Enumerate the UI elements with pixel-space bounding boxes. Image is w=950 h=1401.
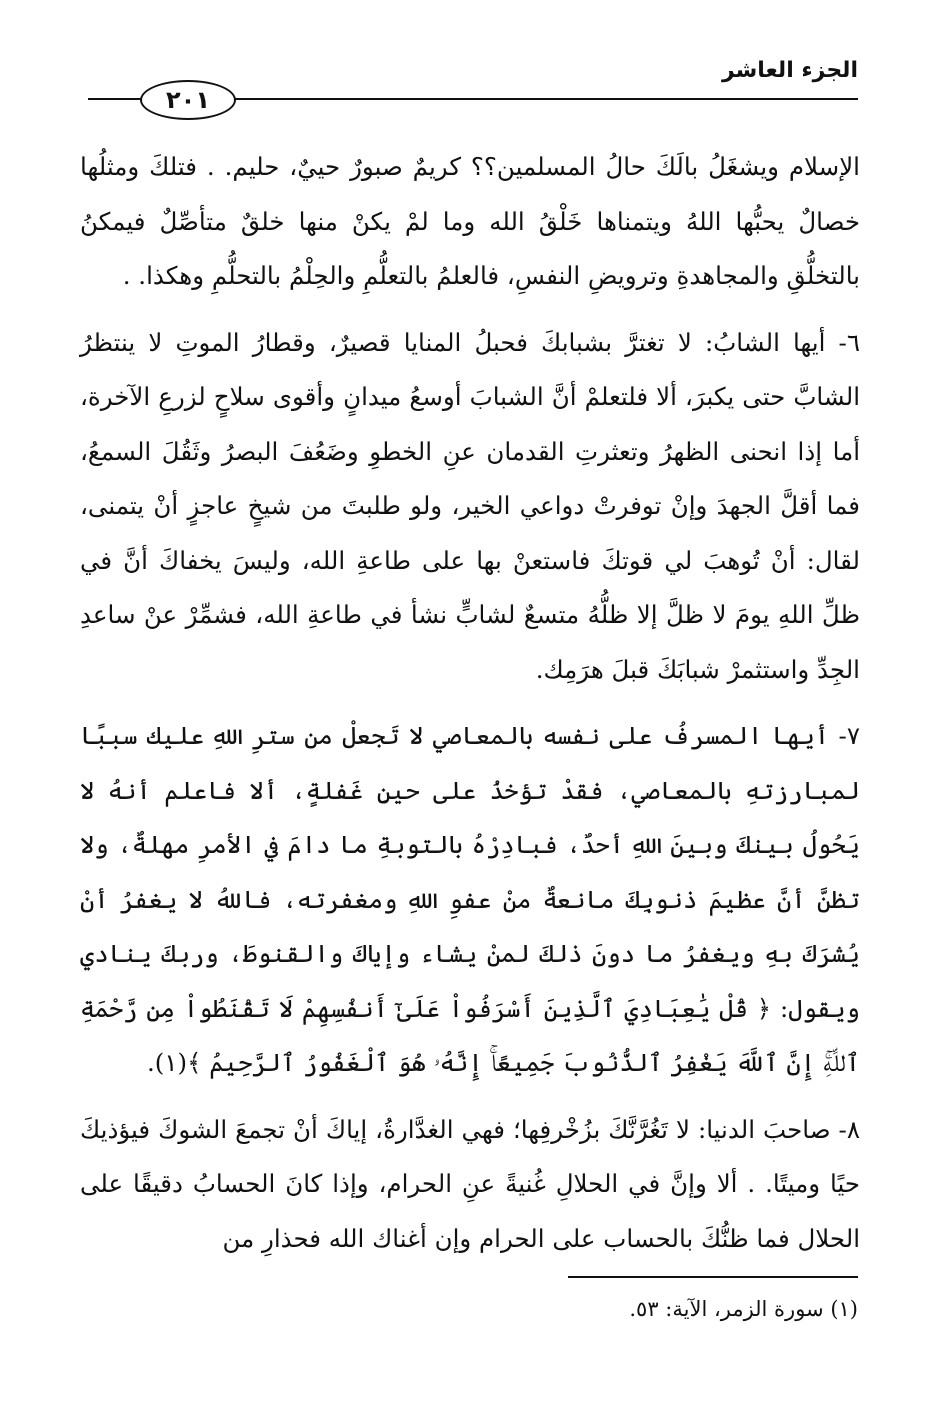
footnote: (١) سورة الزمر، الآية: ٥٣. <box>629 1297 858 1321</box>
page-number: ٢٠١ <box>140 80 236 120</box>
body-text <box>80 140 860 1278</box>
footnote-rule <box>568 1276 858 1278</box>
paragraph-3: ٧- أيها المسرفُ على نفسه بالمعاصي لا تَجعلْ من سترِ اللهِ عليك سببًا لمبارزتهِ بالمعاصي، فقدْ تؤخذُ على حينِ غَفلةٍ، ألا فاعلم أنهُ لا يَحُولُ بينكَ وبينَ اللهِ أحدٌ، فبادِرْهُ بالتوبةِ ما دامَ في الأمرِ مهلةٌ، ولا تظنَّ أنَّ عظيمَ ذنوبِكَ مانعةٌ منْ عفوِ اللهِ ومغفرته، فاللهُ لا يغفرُ أنْ يُشرَكَ بهِ ويغفرُ ما دونَ ذلكَ لمنْ يشاء وإياكَ والقنوطَ، وربكَ ينادي ويقول: ﴿ قُلْ يَٰعِبَادِيَ ٱلَّذِينَ أَسْرَفُواْ عَلَىٰٓ أَنفُسِهِمْ لَا تَقْنَطُواْ مِن رَّحْمَةِ ٱللَّهِۚ إِنَّ ٱللَّهَ يَغْفِرُ ٱلذُّنُوبَ جَمِيعًاۚ إِنَّهُۥ هُوَ ٱلْغَفُورُ ٱلرَّحِيمُ ﴾(١). <box>80 721 860 1077</box>
paragraph-2: ٦- أيها الشابُ: لا تغترَّ بشبابكَ فحبلُ المنايا قصيرٌ، وقطارُ الموتِ لا ينتظرُ الشابَّ حتى يكبرَ، ألا فلتعلمْ أنَّ الشبابَ أوسعُ ميدانٍ وأقوى سلاحٍ لزرعِ الآخرة، أما إذا انحنى الظهرُ وتعثرتِ القدمان عنِ الخطوِ وضَعُفَ البصرُ وثَقُلَ السمعُ، فما أقلَّ الجهدَ وإنْ توفرتْ دواعي الخير، ولو طلبتَ من شيخٍ عاجزٍ أنْ يتمنى، لقال: أنْ تُوهبَ لي قوتكَ فاستعنْ بها على طاعةِ الله، وليسَ يخفاكَ أنَّ في ظلِّ اللهِ يومَ لا ظلَّ إلا ظلُّهُ متسعٌ لشابٍّ نشأ في طاعةِ الله، فشمِّرْ عنْ ساعدِ الجِدِّ واستثمرْ شبابَكَ قبلَ هرَمِك. <box>80 327 860 684</box>
paragraph-1: الإسلام ويشغَلُ بالَكَ حالُ المسلمين؟؟ كريمٌ صبورٌ حييٌ، حليم. . فتلكَ ومثلُها خصالٌ يحبُّها اللهُ ويتمناها خَلْقُ الله وما لمْ يكنْ منها خلقٌ متأصِّلٌ فيمكنُ بالتخلُّقِ والمجاهدةِ وترويضِ النفسِ، فالعلمُ بالتعلُّمِ والحِلْمُ بالتحلُّمِ وهكذا. . <box>80 152 860 290</box>
running-header: الجزء العاشر <box>721 58 858 83</box>
paragraph-4: ٨- صاحبَ الدنيا: لا تَغُرَّنَّكَ بزُخْرفِها؛ فهي الغدَّارةُ، إياكَ أنْ تجمعَ الشوكَ فيؤذيكَ حيًا وميتًا. . ألا وإنَّ في الحلالِ غُنيةً عنِ الحرام، وإذا كانَ الحسابُ دقيقًا على الحلال فما ظنُّكَ بالحساب على الحرام وإن أغناك الله فحذارِ من <box>80 1114 860 1253</box>
